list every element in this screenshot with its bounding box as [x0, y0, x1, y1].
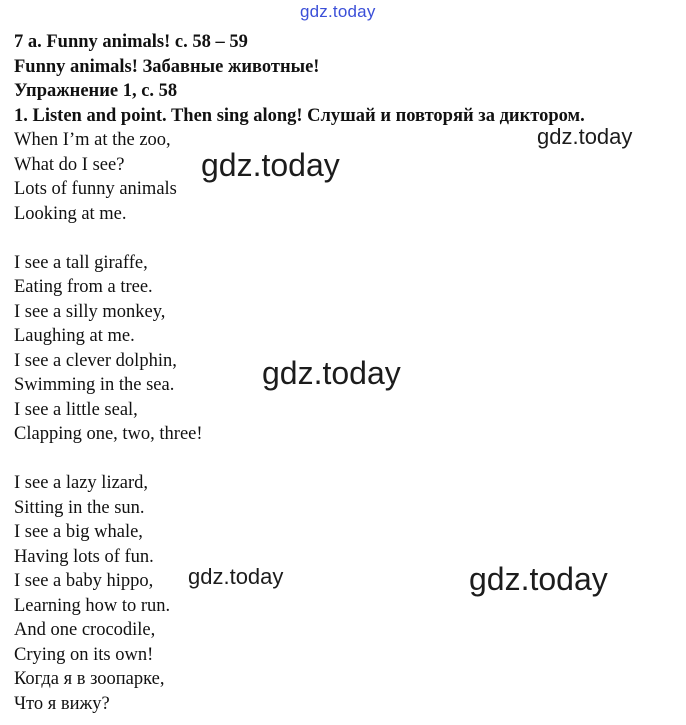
- section-title: 7 a. Funny animals! c. 58 – 59: [14, 32, 248, 52]
- poem-line: I see a little seal,: [14, 399, 138, 420]
- task-instruction: 1. Listen and point. Then sing along! Слушай и повторяй за диктором.: [14, 105, 585, 126]
- poem-line: I see a baby hippo,: [14, 571, 154, 591]
- exercise-heading: Упражнение 1, с. 58: [14, 81, 178, 101]
- poem-line: What do I see?: [14, 154, 125, 175]
- poem-line-translation: Когда я в зоопарке,: [14, 669, 165, 689]
- poem-line: Swimming in the sea.: [14, 375, 175, 395]
- stanza-break: [14, 447, 682, 472]
- watermark: gdz.today: [188, 564, 284, 589]
- stanza-break: [14, 226, 682, 251]
- poem-line: Lots of funny animals: [14, 179, 177, 199]
- poem-line: Laughing at me.: [14, 326, 135, 346]
- poem-line: I see a silly monkey,: [14, 301, 166, 322]
- poem-line: Crying on its own!: [14, 644, 154, 665]
- poem-line: When I’m at the zoo,: [14, 130, 171, 150]
- poem-line: I see a tall giraffe,: [14, 252, 148, 273]
- section-subtitle: Funny animals! Забавные животные!: [14, 56, 320, 77]
- poem-line: Sitting in the sun.: [14, 497, 145, 518]
- site-watermark-top: gdz.today: [300, 2, 376, 21]
- poem-line: Learning how to run.: [14, 595, 171, 616]
- poem-line: Eating from a tree.: [14, 277, 153, 297]
- poem-line: And one crocodile,: [14, 620, 156, 640]
- watermark: gdz.today: [469, 561, 608, 597]
- watermark: gdz.today: [537, 124, 633, 149]
- poem-line-translation: Что я вижу?: [14, 693, 110, 714]
- poem-line: I see a clever dolphin,: [14, 350, 177, 371]
- poem-line: I see a lazy lizard,: [14, 473, 149, 493]
- watermark: gdz.today: [201, 147, 340, 183]
- song-text: [14, 128, 682, 716]
- poem-line: Looking at me.: [14, 203, 127, 224]
- watermark: gdz.today: [262, 355, 401, 391]
- poem-line: Clapping one, two, three!: [14, 424, 203, 444]
- poem-line: I see a big whale,: [14, 522, 143, 542]
- poem-line: Having lots of fun.: [14, 546, 154, 567]
